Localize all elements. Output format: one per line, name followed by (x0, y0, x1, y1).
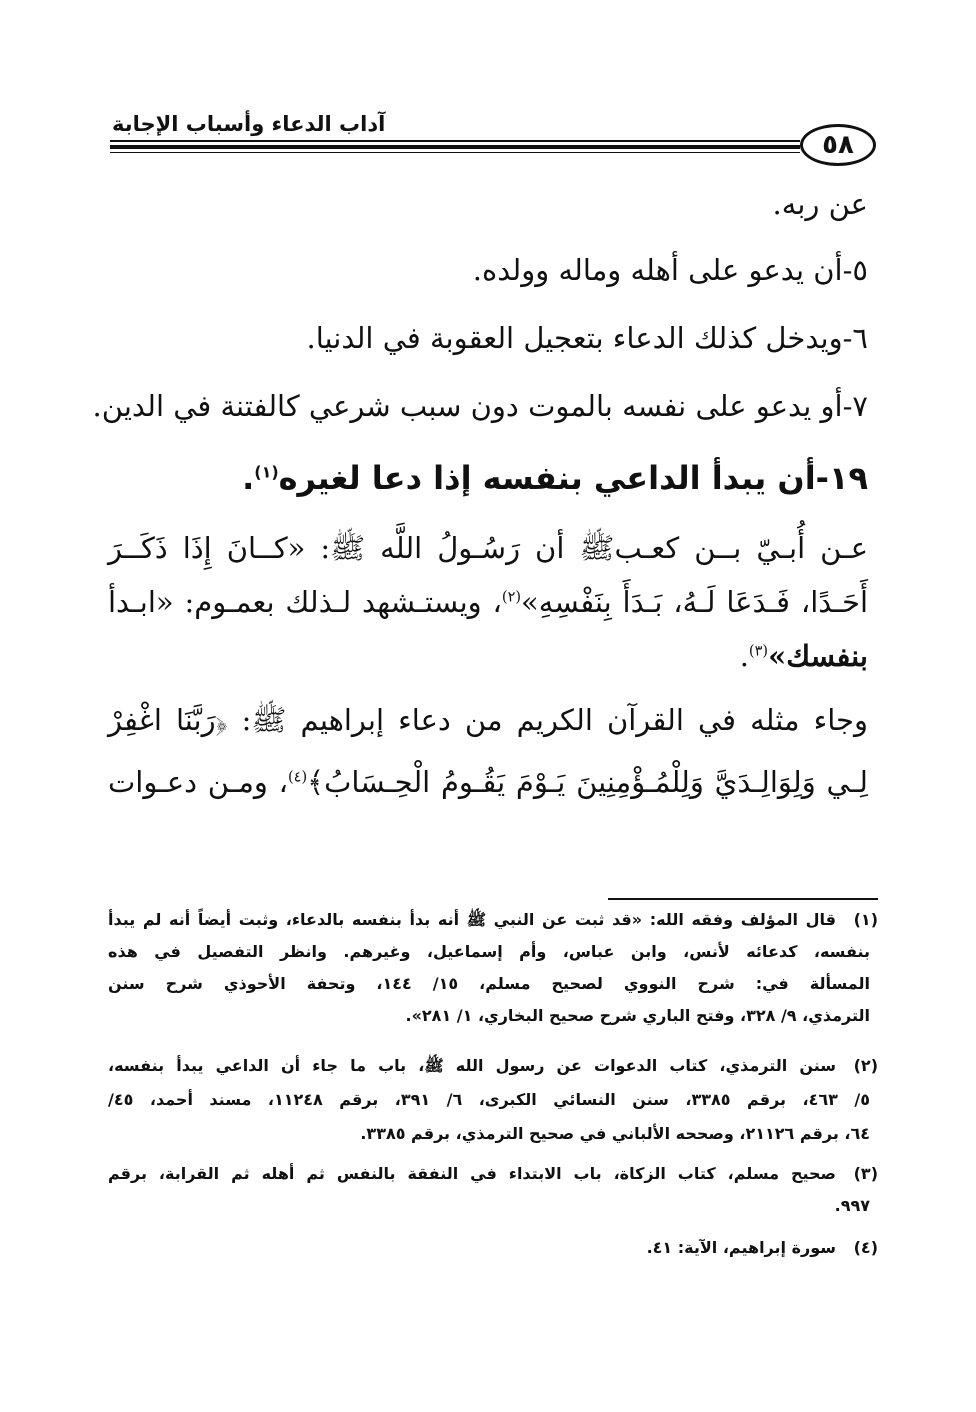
footnote-ref-2[interactable]: (٢) (501, 589, 522, 606)
footnote-1-line-4: الترمذي، ٩/ ٣٢٨، وفتح الباري شرح صحيح البخاري، ١/ ٢٨١». (405, 1006, 870, 1025)
header-rule-top (110, 140, 800, 142)
body-line-2: ٥-أن يدعو على أهله وماله وولده. (472, 253, 868, 287)
footnote-3-line-2: ٩٩٧. (834, 1196, 870, 1215)
paragraph-2-line-1: وجاء مثله في القرآن الكريم من دعاء إبراهيم ﷺ: ﴿رَبَّنَا اغْفِرْ (108, 703, 868, 737)
footnote-ref-1[interactable]: (١) (254, 462, 279, 482)
paragraph-1-line-3-b: . (739, 639, 749, 673)
paragraph-1-line-2-b: ، ويستـشهد لـذلك بعمـوم: «ابـدأ (108, 585, 502, 619)
section-heading (242, 458, 868, 498)
footnote-1-line-1: قال المؤلف وفقه الله: «قد ثبت عن النبي ﷺ أنه بدأ بنفسه بالدعاء، وثبت أيضاً أنه لم يبدأ (108, 910, 836, 929)
paragraph-1-line-1: عـن أُبـيّ بــن كعـبﷺ أن رَسُـولُ اللَّه ﷺ: «كــانَ إِذَا ذَكَــرَ (108, 531, 868, 565)
paragraph-2-line-2-b: ، ومـن دعـوات (108, 765, 288, 799)
footnote-2-line-3: ٦٤، برقم ٢١١٢٦، وصححه الألباني في صحيح الترمذي، برقم ٣٣٨٥. (360, 1124, 870, 1143)
footnote-1-number: (١) (853, 910, 878, 929)
footnote-separator (608, 898, 878, 900)
paragraph-1-line-2 (108, 584, 868, 620)
footnote-ref-3[interactable]: (٣) (748, 643, 769, 660)
header-rule-bottom (110, 152, 800, 153)
body-line-1: عن ربه. (772, 187, 868, 221)
paragraph-2-line-2-a: لِـي وَلِوَالِـدَيَّ وَلِلْمُـؤْمِنِينَ يَـوْمَ يَقُـومُ الْحِـسَابُ﴾ (307, 765, 868, 799)
footnote-3-line-1: صحيح مسلم، كتاب الزكاة، باب الابتداء في النفقة بالنفس ثم أهله ثم القرابة، برقم (108, 1164, 836, 1183)
footnote-2-line-2: ٥/ ٤٦٣، برقم ٣٣٨٥، سنن النسائي الكبرى، ٦/ ٣٩١، برقم ١١٢٤٨، مسند أحمد، ٤٥/ (108, 1090, 870, 1109)
footnote-ref-4[interactable]: (٤) (287, 769, 308, 786)
footnote-1-line-3: المسألة في: شرح النووي لصحيح مسلم، ١٥/ ١٤٤، وتحفة الأحوذي شرح سنن (108, 974, 871, 993)
heading-end: . (242, 459, 255, 497)
paragraph-1-line-2-a: أَحَـدًا، فَـدَعَا لَـهُ، بَـدَأَ بِنَفْسِهِ» (521, 585, 868, 619)
footnote-3-number: (٣) (853, 1164, 878, 1183)
paragraph-1-line-3-a: بنفسك» (768, 639, 868, 673)
running-header-title: آداب الدعاء وأسباب الإجابة (112, 112, 386, 136)
paragraph-2-line-2 (108, 764, 868, 800)
page-number: ٥٨ (800, 124, 876, 166)
footnote-4-line-1: سورة إبراهيم، الآية: ٤١. (646, 1238, 836, 1257)
paragraph-1-line-3 (740, 638, 868, 674)
header-rule-middle (110, 145, 800, 149)
footnote-1-line-2: بنفسه، كدعائه لأنس، وابن عباس، وأم إسماعيل، وغيرهم. وانظر التفصيل في هذه (108, 942, 870, 961)
footnote-2-number: (٢) (853, 1056, 878, 1075)
body-line-4: ٧-أو يدعو على نفسه بالموت دون سبب شرعي كالفتنة في الدين. (92, 389, 868, 423)
section-heading-text: ١٩-أن يبدأ الداعي بنفسه إذا دعا لغيره (278, 459, 868, 497)
body-line-3: ٦-ويدخل كذلك الدعاء بتعجيل العقوبة في الدنيا. (306, 321, 868, 355)
footnote-2-line-1: سنن الترمذي، كتاب الدعوات عن رسول الله ﷺ، باب ما جاء أن الداعي يبدأ بنفسه، (108, 1056, 836, 1075)
footnote-4-number: (٤) (853, 1238, 878, 1257)
